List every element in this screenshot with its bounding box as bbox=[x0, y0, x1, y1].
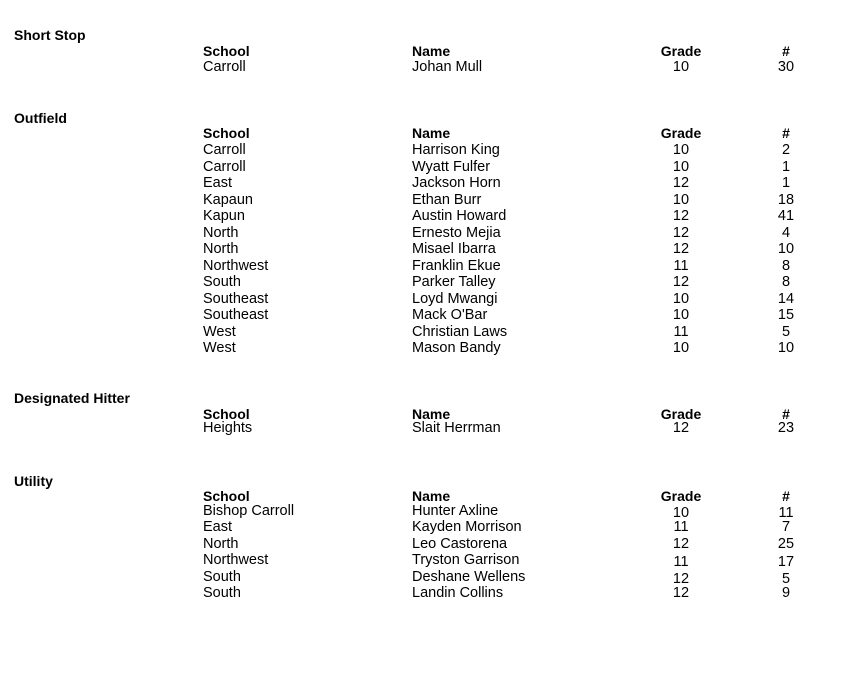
table-row bbox=[0, 307, 864, 324]
cell-school: Northwest bbox=[203, 257, 269, 274]
cell-name: Tryston Garrison bbox=[412, 552, 520, 568]
table-row bbox=[0, 420, 864, 437]
header-school: School bbox=[203, 488, 250, 504]
cell-school: North bbox=[203, 241, 239, 257]
header-grade: Grade bbox=[660, 43, 702, 59]
cell-name: Austin Howard bbox=[412, 208, 507, 224]
table-row bbox=[0, 536, 864, 553]
cell-name: Mack O'Bar bbox=[412, 307, 488, 323]
cell-number: 2 bbox=[781, 142, 791, 158]
cell-grade: 12 bbox=[672, 175, 690, 191]
cell-name: Mason Bandy bbox=[412, 340, 501, 356]
table-row bbox=[0, 225, 864, 242]
cell-school: South bbox=[203, 585, 241, 601]
table-row bbox=[0, 274, 864, 291]
cell-number: 10 bbox=[777, 340, 795, 356]
cell-name: Slait Herrman bbox=[412, 420, 501, 436]
cell-grade: 11 bbox=[673, 554, 689, 570]
cell-number: 15 bbox=[777, 307, 795, 323]
cell-number: 5 bbox=[781, 570, 791, 587]
header-name: Name bbox=[412, 406, 451, 422]
cell-name: Wyatt Fulfer bbox=[412, 158, 491, 175]
cell-grade: 10 bbox=[672, 191, 690, 208]
header-name: Name bbox=[412, 43, 451, 59]
cell-school: North bbox=[203, 535, 239, 552]
cell-school: East bbox=[203, 519, 233, 535]
cell-name: Leo Castorena bbox=[412, 535, 508, 552]
header-grade: Grade bbox=[660, 125, 702, 141]
section-title: Outfield bbox=[14, 110, 67, 126]
section-title: Designated Hitter bbox=[14, 390, 130, 406]
cell-number: 8 bbox=[781, 257, 791, 274]
cell-name: Johan Mull bbox=[412, 59, 483, 75]
cell-grade: 12 bbox=[672, 535, 690, 552]
cell-name: Kayden Morrison bbox=[412, 519, 522, 535]
cell-name: Hunter Axline bbox=[412, 503, 499, 519]
cell-number: 1 bbox=[781, 158, 791, 175]
cell-school: South bbox=[203, 568, 241, 585]
table-row bbox=[0, 175, 864, 192]
cell-grade: 12 bbox=[672, 208, 690, 224]
header-name: Name bbox=[412, 125, 451, 141]
cell-grade: 12 bbox=[672, 224, 690, 241]
section-title: Utility bbox=[14, 473, 53, 489]
table-row bbox=[0, 569, 864, 586]
cell-grade: 11 bbox=[673, 257, 689, 274]
cell-name: Franklin Ekue bbox=[412, 257, 501, 274]
cell-grade: 11 bbox=[673, 323, 689, 340]
cell-number: 11 bbox=[778, 505, 794, 521]
cell-grade: 12 bbox=[672, 420, 690, 436]
table-row bbox=[0, 159, 864, 176]
table-row bbox=[0, 241, 864, 258]
cell-grade: 12 bbox=[672, 585, 690, 601]
cell-school: Carroll bbox=[203, 158, 246, 175]
table-row bbox=[0, 340, 864, 357]
cell-name: Parker Talley bbox=[412, 274, 496, 290]
cell-name: Deshane Wellens bbox=[412, 568, 526, 585]
cell-grade: 10 bbox=[672, 158, 690, 175]
cell-name: Landin Collins bbox=[412, 585, 504, 601]
cell-number: 18 bbox=[777, 191, 795, 208]
header-number: # bbox=[782, 488, 790, 504]
cell-number: 4 bbox=[781, 224, 791, 241]
cell-grade: 12 bbox=[672, 570, 690, 587]
cell-school: Carroll bbox=[203, 142, 246, 158]
table-row bbox=[0, 258, 864, 275]
header-number: # bbox=[782, 43, 790, 59]
header-number: # bbox=[782, 406, 790, 422]
cell-grade: 10 bbox=[672, 340, 690, 356]
cell-number: 8 bbox=[781, 274, 791, 290]
header-number: # bbox=[782, 125, 790, 141]
cell-number: 23 bbox=[777, 420, 795, 436]
table-row bbox=[0, 59, 864, 76]
cell-name: Jackson Horn bbox=[412, 175, 501, 191]
cell-number: 41 bbox=[777, 208, 795, 224]
cell-school: East bbox=[203, 175, 233, 191]
cell-grade: 10 bbox=[672, 505, 690, 521]
cell-school: West bbox=[203, 340, 236, 356]
cell-school: South bbox=[203, 274, 241, 290]
section-title: Short Stop bbox=[14, 27, 86, 43]
table-row bbox=[0, 552, 864, 569]
table-row bbox=[0, 208, 864, 225]
table-row bbox=[0, 503, 864, 520]
header-name: Name bbox=[412, 488, 451, 504]
cell-school: Southeast bbox=[203, 307, 269, 323]
cell-school: West bbox=[203, 323, 236, 340]
cell-grade: 10 bbox=[672, 142, 690, 158]
cell-school: Northwest bbox=[203, 552, 269, 568]
cell-school: Kapaun bbox=[203, 191, 253, 208]
cell-number: 9 bbox=[781, 585, 791, 601]
cell-school: North bbox=[203, 224, 239, 241]
header-school: School bbox=[203, 125, 250, 141]
cell-school: Heights bbox=[203, 420, 253, 436]
cell-grade: 10 bbox=[672, 307, 690, 323]
table-row bbox=[0, 142, 864, 159]
table-row bbox=[0, 585, 864, 602]
header-row bbox=[0, 43, 864, 60]
table-row bbox=[0, 192, 864, 209]
cell-school: Carroll bbox=[203, 59, 246, 75]
table-row bbox=[0, 519, 864, 536]
cell-number: 1 bbox=[781, 175, 791, 191]
cell-grade: 10 bbox=[672, 290, 690, 307]
cell-number: 17 bbox=[777, 554, 795, 570]
cell-number: 14 bbox=[777, 290, 795, 307]
cell-number: 10 bbox=[777, 241, 795, 257]
cell-grade: 11 bbox=[673, 519, 689, 535]
header-school: School bbox=[203, 43, 250, 59]
cell-name: Christian Laws bbox=[412, 323, 508, 340]
cell-grade: 12 bbox=[672, 274, 690, 290]
cell-school: Kapun bbox=[203, 208, 245, 224]
header-grade: Grade bbox=[660, 488, 702, 504]
table-row bbox=[0, 291, 864, 308]
header-row bbox=[0, 125, 864, 142]
cell-school: Southeast bbox=[203, 290, 269, 307]
cell-grade: 12 bbox=[672, 241, 690, 257]
cell-name: Harrison King bbox=[412, 142, 500, 158]
cell-grade: 10 bbox=[672, 59, 690, 75]
cell-number: 5 bbox=[781, 323, 791, 340]
cell-name: Ernesto Mejia bbox=[412, 224, 501, 241]
cell-number: 30 bbox=[777, 59, 795, 75]
cell-name: Ethan Burr bbox=[412, 191, 482, 208]
cell-number: 7 bbox=[781, 519, 791, 535]
cell-name: Loyd Mwangi bbox=[412, 290, 498, 307]
cell-name: Misael Ibarra bbox=[412, 241, 496, 257]
header-grade: Grade bbox=[660, 406, 702, 422]
table-row bbox=[0, 324, 864, 341]
header-school: School bbox=[203, 406, 250, 422]
cell-school: Bishop Carroll bbox=[203, 503, 295, 519]
cell-number: 25 bbox=[777, 535, 795, 552]
